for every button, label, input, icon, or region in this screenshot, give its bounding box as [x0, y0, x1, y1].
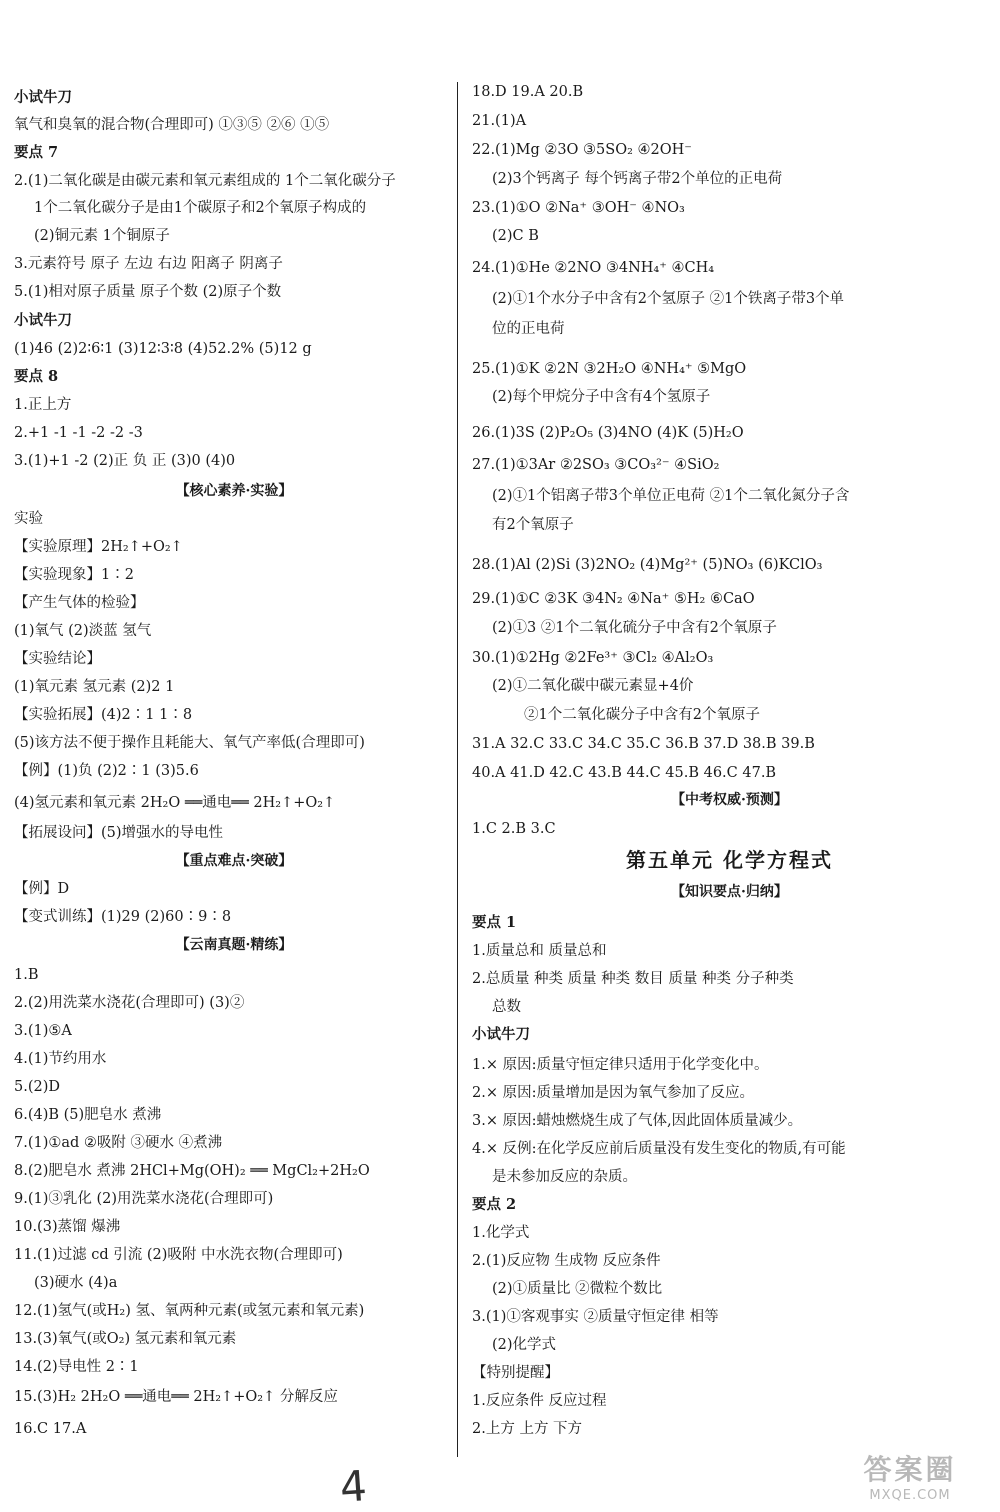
column-divider [457, 82, 458, 1457]
answer-line: 29.(1)①C ②3K ③4N₂ ④Na⁺ ⑤H₂ ⑥CaO [472, 591, 755, 607]
section-heading: 【重点难点·突破】 [175, 853, 293, 869]
answer-line: 22.(1)Mg ②3O ③5SO₂ ④2OH⁻ [472, 142, 692, 158]
answer-line: 4.(1)节约用水 [14, 1051, 107, 1067]
answer-line: (2)①二氧化碳中碳元素显+4价 [492, 678, 694, 694]
answer-line: (2)①3 ②1个二氧化硫分子中含有2个氧原子 [492, 620, 777, 636]
answer-line: 是未参加反应的杂质。 [492, 1169, 637, 1185]
answer-line: (2)铜元素 1个铜原子 [34, 228, 170, 244]
answer-line: 2.(1)二氧化碳是由碳元素和氧元素组成的 1个二氧化碳分子 [14, 173, 396, 189]
answer-line: 总数 [492, 999, 521, 1015]
answer-line: 【特别提醒】 [472, 1365, 559, 1381]
answer-line: 有2个氧原子 [492, 517, 574, 533]
answer-line: 1.化学式 [472, 1225, 530, 1241]
answer-line: 12.(1)氢气(或H₂) 氢、氧两种元素(或氢元素和氧元素) [14, 1303, 365, 1319]
answer-line: 要点 1 [472, 914, 517, 931]
answer-line: 8.(2)肥皂水 煮沸 2HCl+Mg(OH)₂ ══ MgCl₂+2H₂O [14, 1163, 370, 1179]
answer-line: 26.(1)3S (2)P₂O₅ (3)4NO (4)K (5)H₂O [472, 425, 744, 441]
answer-line: 10.(3)蒸馏 爆沸 [14, 1219, 121, 1235]
answer-line: 3.元素符号 原子 左边 右边 阳离子 阴离子 [14, 256, 283, 272]
answer-line: (5)该方法不便于操作且耗能大、氧气产率低(合理即可) [14, 735, 365, 751]
answer-line: (2)每个甲烷分子中含有4个氢原子 [492, 389, 711, 405]
answer-line: 【实验拓展】(4)2∶1 1∶8 [14, 707, 193, 723]
answer-line: 31.A 32.C 33.C 34.C 35.C 36.B 37.D 38.B 39.B [472, 736, 815, 752]
answer-line: 9.(1)③乳化 (2)用洗菜水浇花(合理即可) [14, 1191, 274, 1207]
answer-line: (4)氢元素和氧元素 2H₂O ══通电══ 2H₂↑+O₂↑ [14, 795, 336, 811]
answer-line: (1)46 (2)2∶6∶1 (3)12∶3∶8 (4)52.2% (5)12 g [14, 341, 312, 357]
answer-line: 小试牛刀 [14, 89, 72, 106]
answer-line: (1)氧元素 氢元素 (2)2 1 [14, 679, 175, 695]
answer-line: 28.(1)Al (2)Si (3)2NO₂ (4)Mg²⁺ (5)NO₃ (6)KClO₃ [472, 557, 823, 573]
answer-line: 【例】(1)负 (2)2∶1 (3)5.6 [14, 763, 199, 779]
answer-line: 3.(1)⑤A [14, 1023, 72, 1039]
answer-line: 2.× 原因:质量增加是因为氧气参加了反应。 [472, 1085, 754, 1101]
answer-line: 5.(2)D [14, 1079, 60, 1095]
section-heading: 【核心素养·实验】 [175, 483, 293, 499]
answer-line: (2)C B [492, 228, 539, 244]
answer-line: 3.(1)①客观事实 ②质量守恒定律 相等 [472, 1309, 719, 1325]
section-heading: 【云南真题·精练】 [175, 937, 293, 953]
answer-line: 1.B [14, 967, 39, 983]
answer-line: 1.× 原因:质量守恒定律只适用于化学变化中。 [472, 1057, 769, 1073]
answer-line: 位的正电荷 [492, 321, 565, 337]
answer-line: 1.正上方 [14, 397, 72, 413]
answer-line: 21.(1)A [472, 113, 527, 129]
answer-line: (2)3个钙离子 每个钙离子带2个单位的正电荷 [492, 171, 783, 187]
answer-line: 要点 2 [472, 1196, 517, 1213]
section-heading: 【知识要点·归纳】 [671, 884, 788, 900]
answer-line: 2.上方 上方 下方 [472, 1421, 583, 1437]
answer-line: 6.(4)B (5)肥皂水 煮沸 [14, 1107, 162, 1123]
answer-line: 30.(1)①2Hg ②2Fe³⁺ ③Cl₂ ④Al₂O₃ [472, 650, 714, 666]
answer-line: 要点 7 [14, 144, 59, 161]
answer-line: 11.(1)过滤 cd 引流 (2)吸附 中水洗衣物(合理即可) [14, 1247, 343, 1263]
answer-line: 1.反应条件 反应过程 [472, 1393, 607, 1409]
answer-line: 1.质量总和 质量总和 [472, 943, 607, 959]
answer-line: 【例】D [14, 881, 70, 897]
answer-line: 【实验结论】 [14, 651, 101, 667]
answer-line: 3.(1)+1 -2 (2)正 负 正 (3)0 (4)0 [14, 453, 236, 469]
watermark-logo [835, 1448, 985, 1504]
answer-line: 27.(1)①3Ar ②2SO₃ ③CO₃²⁻ ④SiO₂ [472, 457, 720, 473]
answer-line: 4.× 反例:在化学反应前后质量没有发生变化的物质,有可能 [472, 1141, 846, 1157]
answer-line: 14.(2)导电性 2∶1 [14, 1359, 139, 1375]
answer-line: 【产生气体的检验】 [14, 595, 145, 611]
answer-line: 2.(2)用洗菜水浇花(合理即可) (3)② [14, 995, 245, 1011]
answer-line: 40.A 41.D 42.C 43.B 44.C 45.B 46.C 47.B [472, 765, 777, 781]
answer-line: (2)①1个水分子中含有2个氢原子 ②1个铁离子带3个单 [492, 291, 845, 307]
section-heading: 【中考权威·预测】 [671, 792, 788, 808]
answer-line: 1.C 2.B 3.C [472, 821, 556, 837]
answer-line: 要点 8 [14, 368, 59, 385]
answer-line: 【实验原理】2H₂↑+O₂↑ [14, 539, 183, 555]
answer-line: 2.总质量 种类 质量 种类 数目 质量 种类 分子种类 [472, 971, 794, 987]
answer-line: (1)氧气 (2)淡蓝 氢气 [14, 623, 152, 639]
handwritten-page-number: 4 [338, 1461, 369, 1512]
answer-line: 2.(1)反应物 生成物 反应条件 [472, 1253, 661, 1269]
answer-line: 氧气和臭氧的混合物(合理即可) ①③⑤ ②⑥ ①⑤ [14, 117, 330, 133]
watermark-url: MXQE.COM [869, 1488, 951, 1503]
answer-line: 13.(3)氧气(或O₂) 氢元素和氧元素 [14, 1331, 237, 1347]
answer-line: 小试牛刀 [472, 1026, 530, 1043]
section-heading: 第五单元 化学方程式 [626, 848, 833, 872]
answer-line: (3)硬水 (4)a [34, 1275, 118, 1291]
answer-line: 24.(1)①He ②2NO ③4NH₄⁺ ④CH₄ [472, 260, 715, 276]
answer-line: 18.D 19.A 20.B [472, 84, 584, 100]
answer-line: 23.(1)①O ②Na⁺ ③OH⁻ ④NO₃ [472, 200, 685, 216]
answer-line: 实验 [14, 511, 43, 527]
answer-line: 小试牛刀 [14, 312, 72, 329]
answer-line: 16.C 17.A [14, 1421, 87, 1437]
answer-line: 25.(1)①K ②2N ③2H₂O ④NH₄⁺ ⑤MgO [472, 361, 747, 377]
answer-line: 【变式训练】(1)29 (2)60∶9∶8 [14, 909, 232, 925]
answer-line: 1个二氧化碳分子是由1个碳原子和2个氧原子构成的 [34, 200, 367, 216]
answer-line: (2)①1个铝离子带3个单位正电荷 ②1个二氧化氮分子含 [492, 488, 850, 504]
watermark-text: 答案圈 [863, 1453, 957, 1486]
answer-line: 7.(1)①ad ②吸附 ③硬水 ④煮沸 [14, 1135, 223, 1151]
answer-line: (2)①质量比 ②微粒个数比 [492, 1281, 663, 1297]
answer-line: 5.(1)相对原子质量 原子个数 (2)原子个数 [14, 284, 282, 300]
answer-line: ②1个二氧化碳分子中含有2个氧原子 [524, 707, 760, 723]
answer-line: 2.+1 -1 -1 -2 -2 -3 [14, 425, 143, 441]
answer-line: 3.× 原因:蜡烛燃烧生成了气体,因此固体质量减少。 [472, 1113, 803, 1129]
answer-line: 【实验现象】1∶2 [14, 567, 134, 583]
answer-line: 【拓展设问】(5)增强水的导电性 [14, 825, 224, 841]
answer-line: (2)化学式 [492, 1337, 557, 1353]
answer-line: 15.(3)H₂ 2H₂O ══通电══ 2H₂↑+O₂↑ 分解反应 [14, 1389, 338, 1405]
